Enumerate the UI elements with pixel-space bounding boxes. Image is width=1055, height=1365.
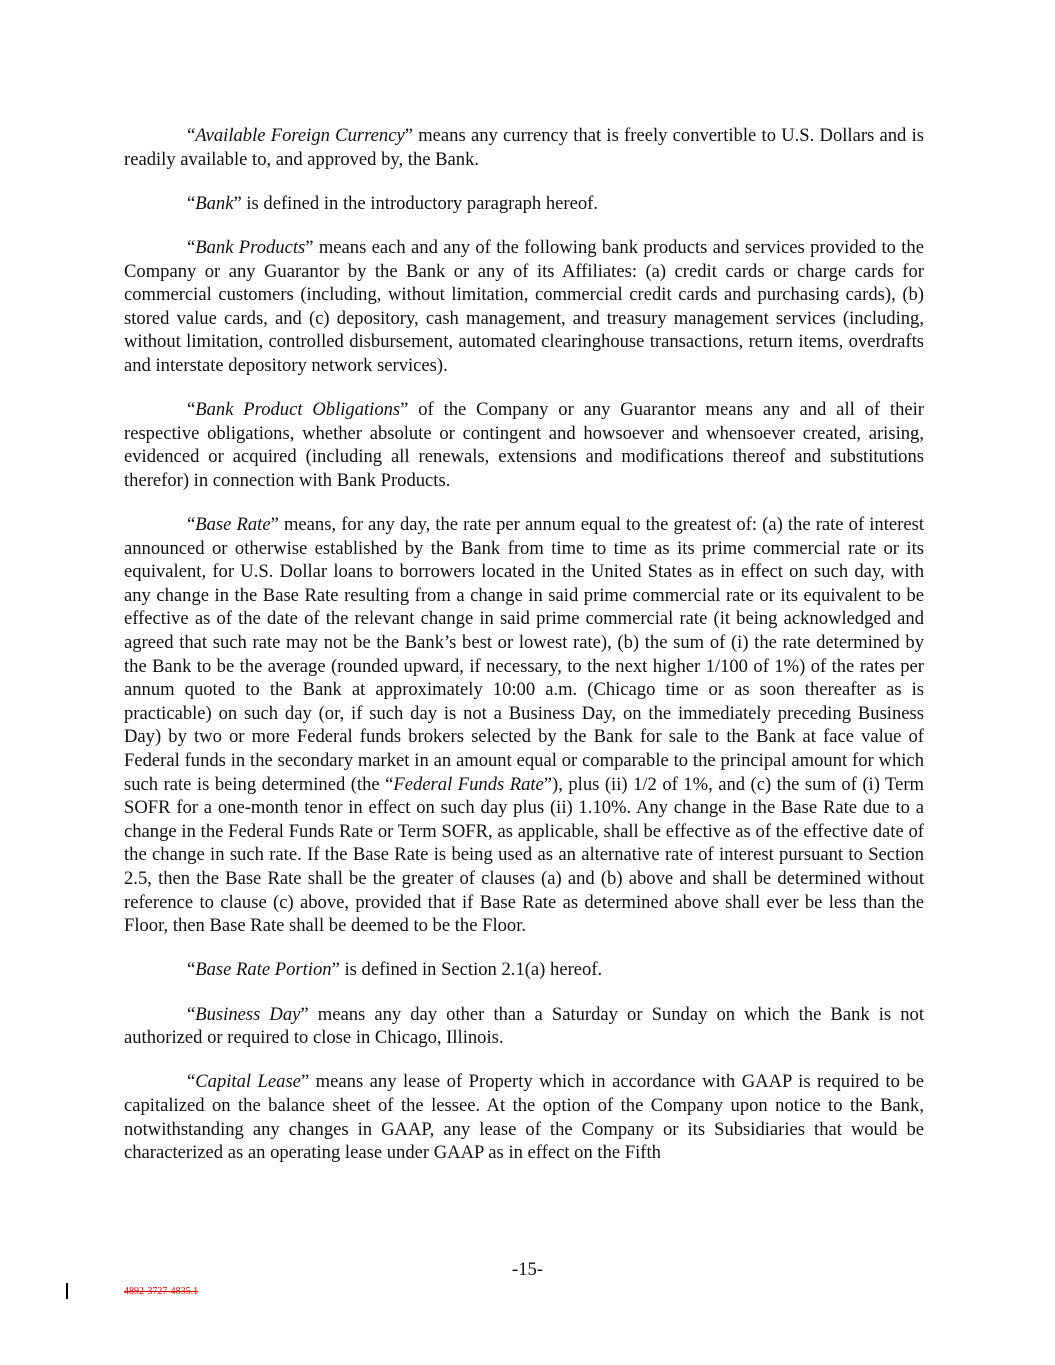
open-quote: “	[187, 1071, 196, 1093]
definition-text: ” means each and any of the following bank products and services provided to the Company or any Guarantor by the Bank or any of its Affiliates: (a) credit cards or charge cards for commercial customers (including, without limitation, commercial credit cards and purchasing cards), (b) stored value cards, and (c) depository, cash management, and treasury management services (including, without limitation, controlled disbursement, automated clearinghouse transactions, return items, overdrafts and interstate depository network services).	[124, 236, 924, 376]
definition-capital-lease	[124, 1070, 924, 1164]
definition-text: ” is defined in the introductory paragraph hereof.	[233, 192, 598, 214]
definition-bank	[124, 192, 924, 216]
revision-change-bar	[66, 1283, 68, 1299]
open-quote: “	[187, 125, 196, 146]
definition-text-continued: ”), plus (ii) 1/2 of 1%, and (c) the sum of (i) Term SOFR for a one-month tenor in effect on such day plus (ii) 1.10%. Any change in the Base Rate due to a change in the Federal Funds Rate or Term SOFR, as applicable, shall be effective as of the effective date of the change in such rate. If the Base Rate is being used as an alternative rate of interest pursuant to Section 2.5, then the Base Rate shall be the greater of clauses (a) and (b) above and shall be determined without reference to clause (c) above, provided that if Base Rate as determined above shall ever be less than the Floor, then Base Rate shall be deemed to be the Floor.	[124, 773, 925, 937]
inner-defined-term: Federal Funds Rate	[393, 773, 544, 795]
definition-text: ” means any day other than a Saturday or Sunday on which the Bank is not authorized or required to close in Chicago, Illinois.	[124, 1003, 924, 1049]
definition-text: ” means, for any day, the rate per annum equal to the greatest of: (a) the rate of interest announced or otherwise established by the Bank from time to time as its prime commercial rate or its equivalent, for U.S. Dollar loans to borrowers located in the United States as in effect on such day, with any change in the Base Rate resulting from a change in said prime commercial rate or its equivalent to be effective as of the date of the relevant change in said prime commercial rate (it being acknowledged and agreed that such rate may not be the Bank’s best or lowest rate), (b) the sum of (i) the rate determined by the Bank to be the average (rounded upward, if necessary, to the next higher 1/100 of 1%) of the rates per annum quoted to the Bank at approximately 10:00 a.m. (Chicago time or as soon thereafter as is practicable) on such day (or, if such day is not a Business Day, on the immediately preceding Business Day) by two or more Federal funds brokers selected by the Bank for sale to the Bank at face value of Federal funds in the secondary market in an amount equal or comparable to the principal amount for which such rate is being determined (the “	[124, 514, 924, 795]
definition-bank-product-obligations	[124, 398, 924, 492]
definition-base-rate-portion	[124, 958, 924, 982]
document-body	[124, 124, 924, 1185]
defined-term: Base Rate	[195, 514, 271, 536]
defined-term: Capital Lease	[195, 1071, 301, 1093]
open-quote: “	[187, 514, 196, 536]
definition-text: ” means any lease of Property which in accordance with GAAP is required to be capitalized on the balance sheet of the lessee. At the option of the Company upon notice to the Bank, notwithstanding any changes in GAAP, any lease of the Company or its Subsidiaries that would be characterized as an operating lease under GAAP as in effect on the Fifth	[124, 1071, 924, 1164]
open-quote: “	[187, 1003, 196, 1025]
definition-text: ” means any currency that is freely convertible to U.S. Dollars and is readily available to, and approved by, the Bank.	[124, 125, 924, 170]
defined-term: Bank Products	[195, 236, 306, 258]
document-id: 4892-3727-4835.1	[124, 1286, 199, 1297]
defined-term: Available Foreign Currency	[195, 125, 405, 146]
open-quote: “	[187, 399, 196, 421]
open-quote: “	[187, 236, 196, 258]
definition-text: ” of the Company or any Guarantor means any and all of their respective obligations, whether absolute or contingent and howsoever and whensoever created, arising, evidenced or acquired (including all renewals, extensions and modifications thereof and substitutions therefor) in connection with Bank Products.	[124, 399, 925, 491]
definition-business-day	[124, 1003, 924, 1050]
page-number: -15-	[512, 1259, 543, 1280]
defined-term: Business Day	[195, 1003, 301, 1025]
definition-available-foreign-currency	[124, 124, 924, 171]
defined-term: Bank	[195, 192, 234, 214]
defined-term: Base Rate Portion	[195, 959, 332, 981]
open-quote: “	[187, 959, 196, 981]
open-quote: “	[187, 192, 196, 214]
definition-base-rate	[124, 513, 924, 938]
definition-text: ” is defined in Section 2.1(a) hereof.	[331, 959, 603, 981]
definition-bank-products	[124, 236, 924, 378]
defined-term: Bank Product Obligations	[195, 399, 401, 421]
